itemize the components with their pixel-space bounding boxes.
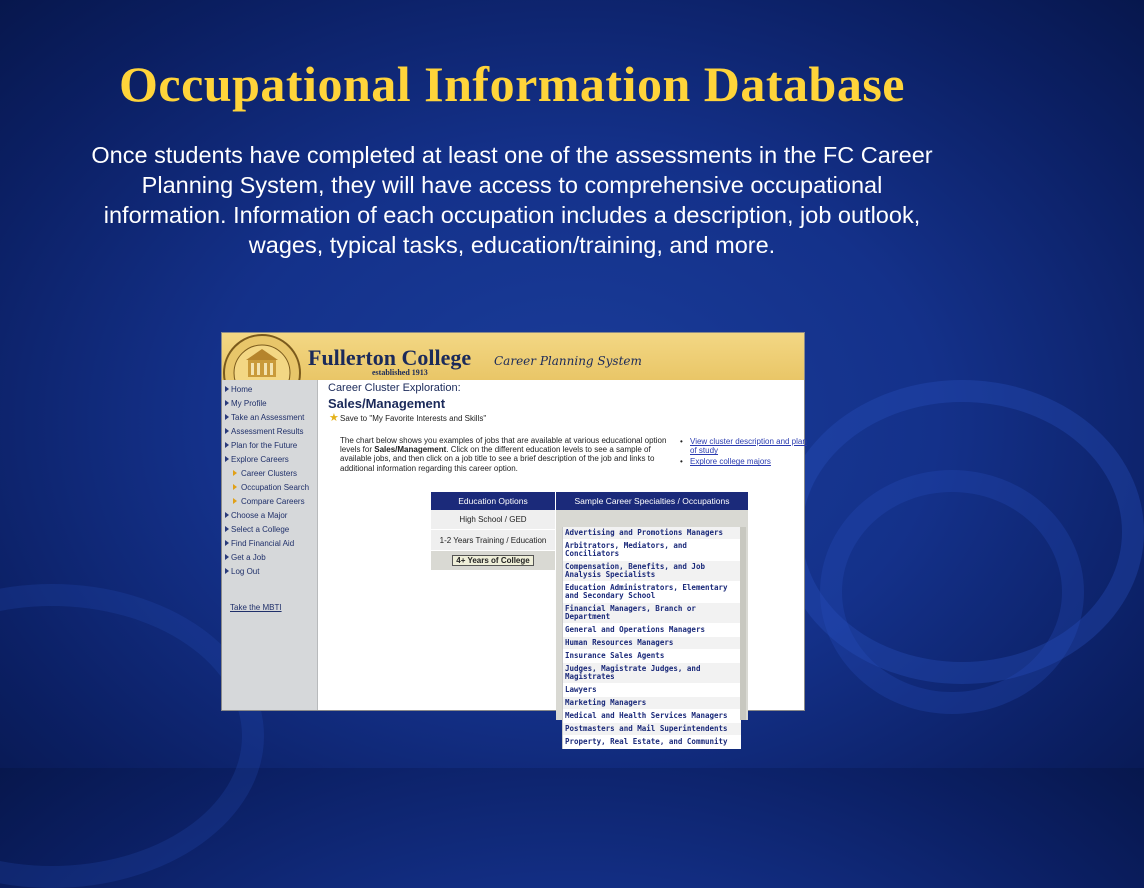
occupation-item[interactable]: Marketing Managers bbox=[563, 697, 741, 710]
star-icon[interactable]: ★ bbox=[329, 412, 339, 424]
option-high-school[interactable]: High School / GED bbox=[431, 510, 555, 529]
occupation-item[interactable]: Postmasters and Mail Superintendents bbox=[563, 723, 741, 736]
occupation-item[interactable]: Insurance Sales Agents bbox=[563, 650, 741, 663]
sidebar-item-select-a-college[interactable] bbox=[225, 522, 309, 536]
arrow-right-icon bbox=[225, 386, 229, 392]
arrow-right-icon bbox=[225, 526, 229, 532]
breadcrumb: Career Cluster Exploration: bbox=[328, 382, 461, 394]
sidebar-item-label: Choose a Major bbox=[231, 510, 288, 520]
background-swoosh bbox=[820, 470, 1084, 714]
arrow-right-icon bbox=[225, 540, 229, 546]
column-header-education: Education Options bbox=[431, 492, 556, 510]
sidebar-item-label: Occupation Search bbox=[241, 482, 310, 492]
sidebar-item-compare-careers[interactable] bbox=[225, 494, 309, 508]
occupation-item[interactable]: Compensation, Benefits, and Job Analysis Specialists bbox=[563, 561, 741, 582]
arrow-right-icon bbox=[225, 428, 229, 434]
system-name: Career Planning System bbox=[494, 354, 642, 368]
occupation-item[interactable]: General and Operations Managers bbox=[563, 624, 741, 637]
sidebar-item-label: Plan for the Future bbox=[231, 440, 298, 450]
sidebar-item-label: Get a Job bbox=[231, 552, 266, 562]
occupation-item[interactable]: Education Administrators, Elementary and Secondary School bbox=[563, 582, 741, 603]
brand-name: Fullerton College bbox=[308, 345, 472, 370]
sidebar-item-label: Explore Careers bbox=[231, 454, 289, 464]
sidebar-item-label: Assessment Results bbox=[231, 426, 304, 436]
arrow-right-icon bbox=[225, 456, 229, 462]
option-1-2-years[interactable]: 1-2 Years Training / Education bbox=[431, 530, 555, 550]
arrow-right-icon bbox=[225, 400, 229, 406]
occupation-panel bbox=[556, 510, 748, 746]
intro-text: The chart below shows you examples of jobs that are available at various educational option levels for Sales/Management. Click on the different education levels to see a sample of available jobs, and then click on a job title to see a brief description of the job and links to additional information regarding this career option. bbox=[340, 436, 667, 473]
take-mbti-link[interactable]: Take the MBTI bbox=[230, 603, 282, 612]
page-title: Sales/Management bbox=[328, 396, 446, 411]
sidebar-item-label: Find Financial Aid bbox=[231, 538, 295, 548]
sidebar-item-label: Compare Careers bbox=[241, 496, 305, 506]
site-header bbox=[222, 333, 804, 380]
occupation-item[interactable]: Arbitrators, Mediators, and Conciliators bbox=[563, 540, 741, 561]
main-content bbox=[328, 380, 807, 746]
sidebar-item-label: My Profile bbox=[231, 398, 267, 408]
sidebar-item-label: Career Clusters bbox=[241, 468, 298, 478]
career-planning-screenshot bbox=[221, 332, 807, 746]
arrow-right-icon bbox=[233, 498, 237, 504]
sidebar-item-home[interactable] bbox=[225, 382, 309, 396]
save-favorite-link[interactable]: Save to "My Favorite Interests and Skills" bbox=[340, 414, 487, 423]
related-links bbox=[680, 437, 808, 469]
sidebar-item-occupation-search[interactable] bbox=[225, 480, 309, 494]
sidebar-item-assessment-results[interactable] bbox=[225, 424, 309, 438]
slide-body-text: Once students have completed at least one of the assessments in the FC Career Planning System, they will have access to comprehensive occupational information. Information of each occupation includes a description, job outlook, wages, typical tasks, education/training, and more. bbox=[91, 142, 933, 258]
sidebar-item-find-financial-aid[interactable] bbox=[225, 536, 309, 550]
sidebar-item-my-profile[interactable] bbox=[225, 396, 309, 410]
sidebar-item-label: Select a College bbox=[231, 524, 290, 534]
view-cluster-link[interactable]: • View cluster description and plan of study bbox=[680, 437, 808, 455]
occupation-item[interactable]: Lawyers bbox=[563, 684, 741, 697]
education-options-table bbox=[431, 492, 748, 746]
occupation-item[interactable]: Human Resources Managers bbox=[563, 637, 741, 650]
occupation-item[interactable]: Financial Managers, Branch or Department bbox=[563, 603, 741, 624]
sidebar-nav bbox=[222, 380, 318, 710]
sidebar-item-log-out[interactable] bbox=[225, 564, 309, 578]
sidebar-item-label: Log Out bbox=[231, 566, 260, 576]
slide-title: Occupational Information Database bbox=[119, 56, 905, 112]
sidebar-item-label: Take an Assessment bbox=[231, 412, 305, 422]
established-text: established 1913 bbox=[372, 368, 428, 377]
arrow-right-icon bbox=[233, 470, 237, 476]
arrow-right-icon bbox=[233, 484, 237, 490]
sidebar-item-get-a-job[interactable] bbox=[225, 550, 309, 564]
sidebar-item-plan-for-the-future[interactable] bbox=[225, 438, 309, 452]
occupation-item[interactable]: Medical and Health Services Managers bbox=[563, 710, 741, 723]
sidebar-item-choose-a-major[interactable] bbox=[225, 508, 309, 522]
sidebar-item-career-clusters[interactable] bbox=[225, 466, 309, 480]
sidebar-item-label: Home bbox=[231, 384, 253, 394]
option-4-years[interactable]: 4+ Years of College bbox=[431, 551, 555, 570]
column-header-occupations: Sample Career Specialties / Occupations bbox=[556, 492, 748, 510]
occupation-item[interactable]: Property, Real Estate, and Community bbox=[563, 736, 741, 749]
sidebar-item-explore-careers[interactable] bbox=[225, 452, 309, 466]
occupation-list bbox=[562, 527, 741, 749]
occupation-item[interactable]: Advertising and Promotions Managers bbox=[563, 527, 741, 540]
college-seal-icon bbox=[224, 333, 302, 381]
occupation-item[interactable]: Judges, Magistrate Judges, and Magistrates bbox=[563, 663, 741, 684]
arrow-right-icon bbox=[225, 414, 229, 420]
arrow-right-icon bbox=[225, 554, 229, 560]
sidebar-item-take-an-assessment[interactable] bbox=[225, 410, 309, 424]
arrow-right-icon bbox=[225, 442, 229, 448]
arrow-right-icon bbox=[225, 512, 229, 518]
explore-majors-link[interactable]: • Explore college majors bbox=[680, 457, 808, 466]
arrow-right-icon bbox=[225, 568, 229, 574]
scrollbar[interactable] bbox=[740, 527, 746, 720]
